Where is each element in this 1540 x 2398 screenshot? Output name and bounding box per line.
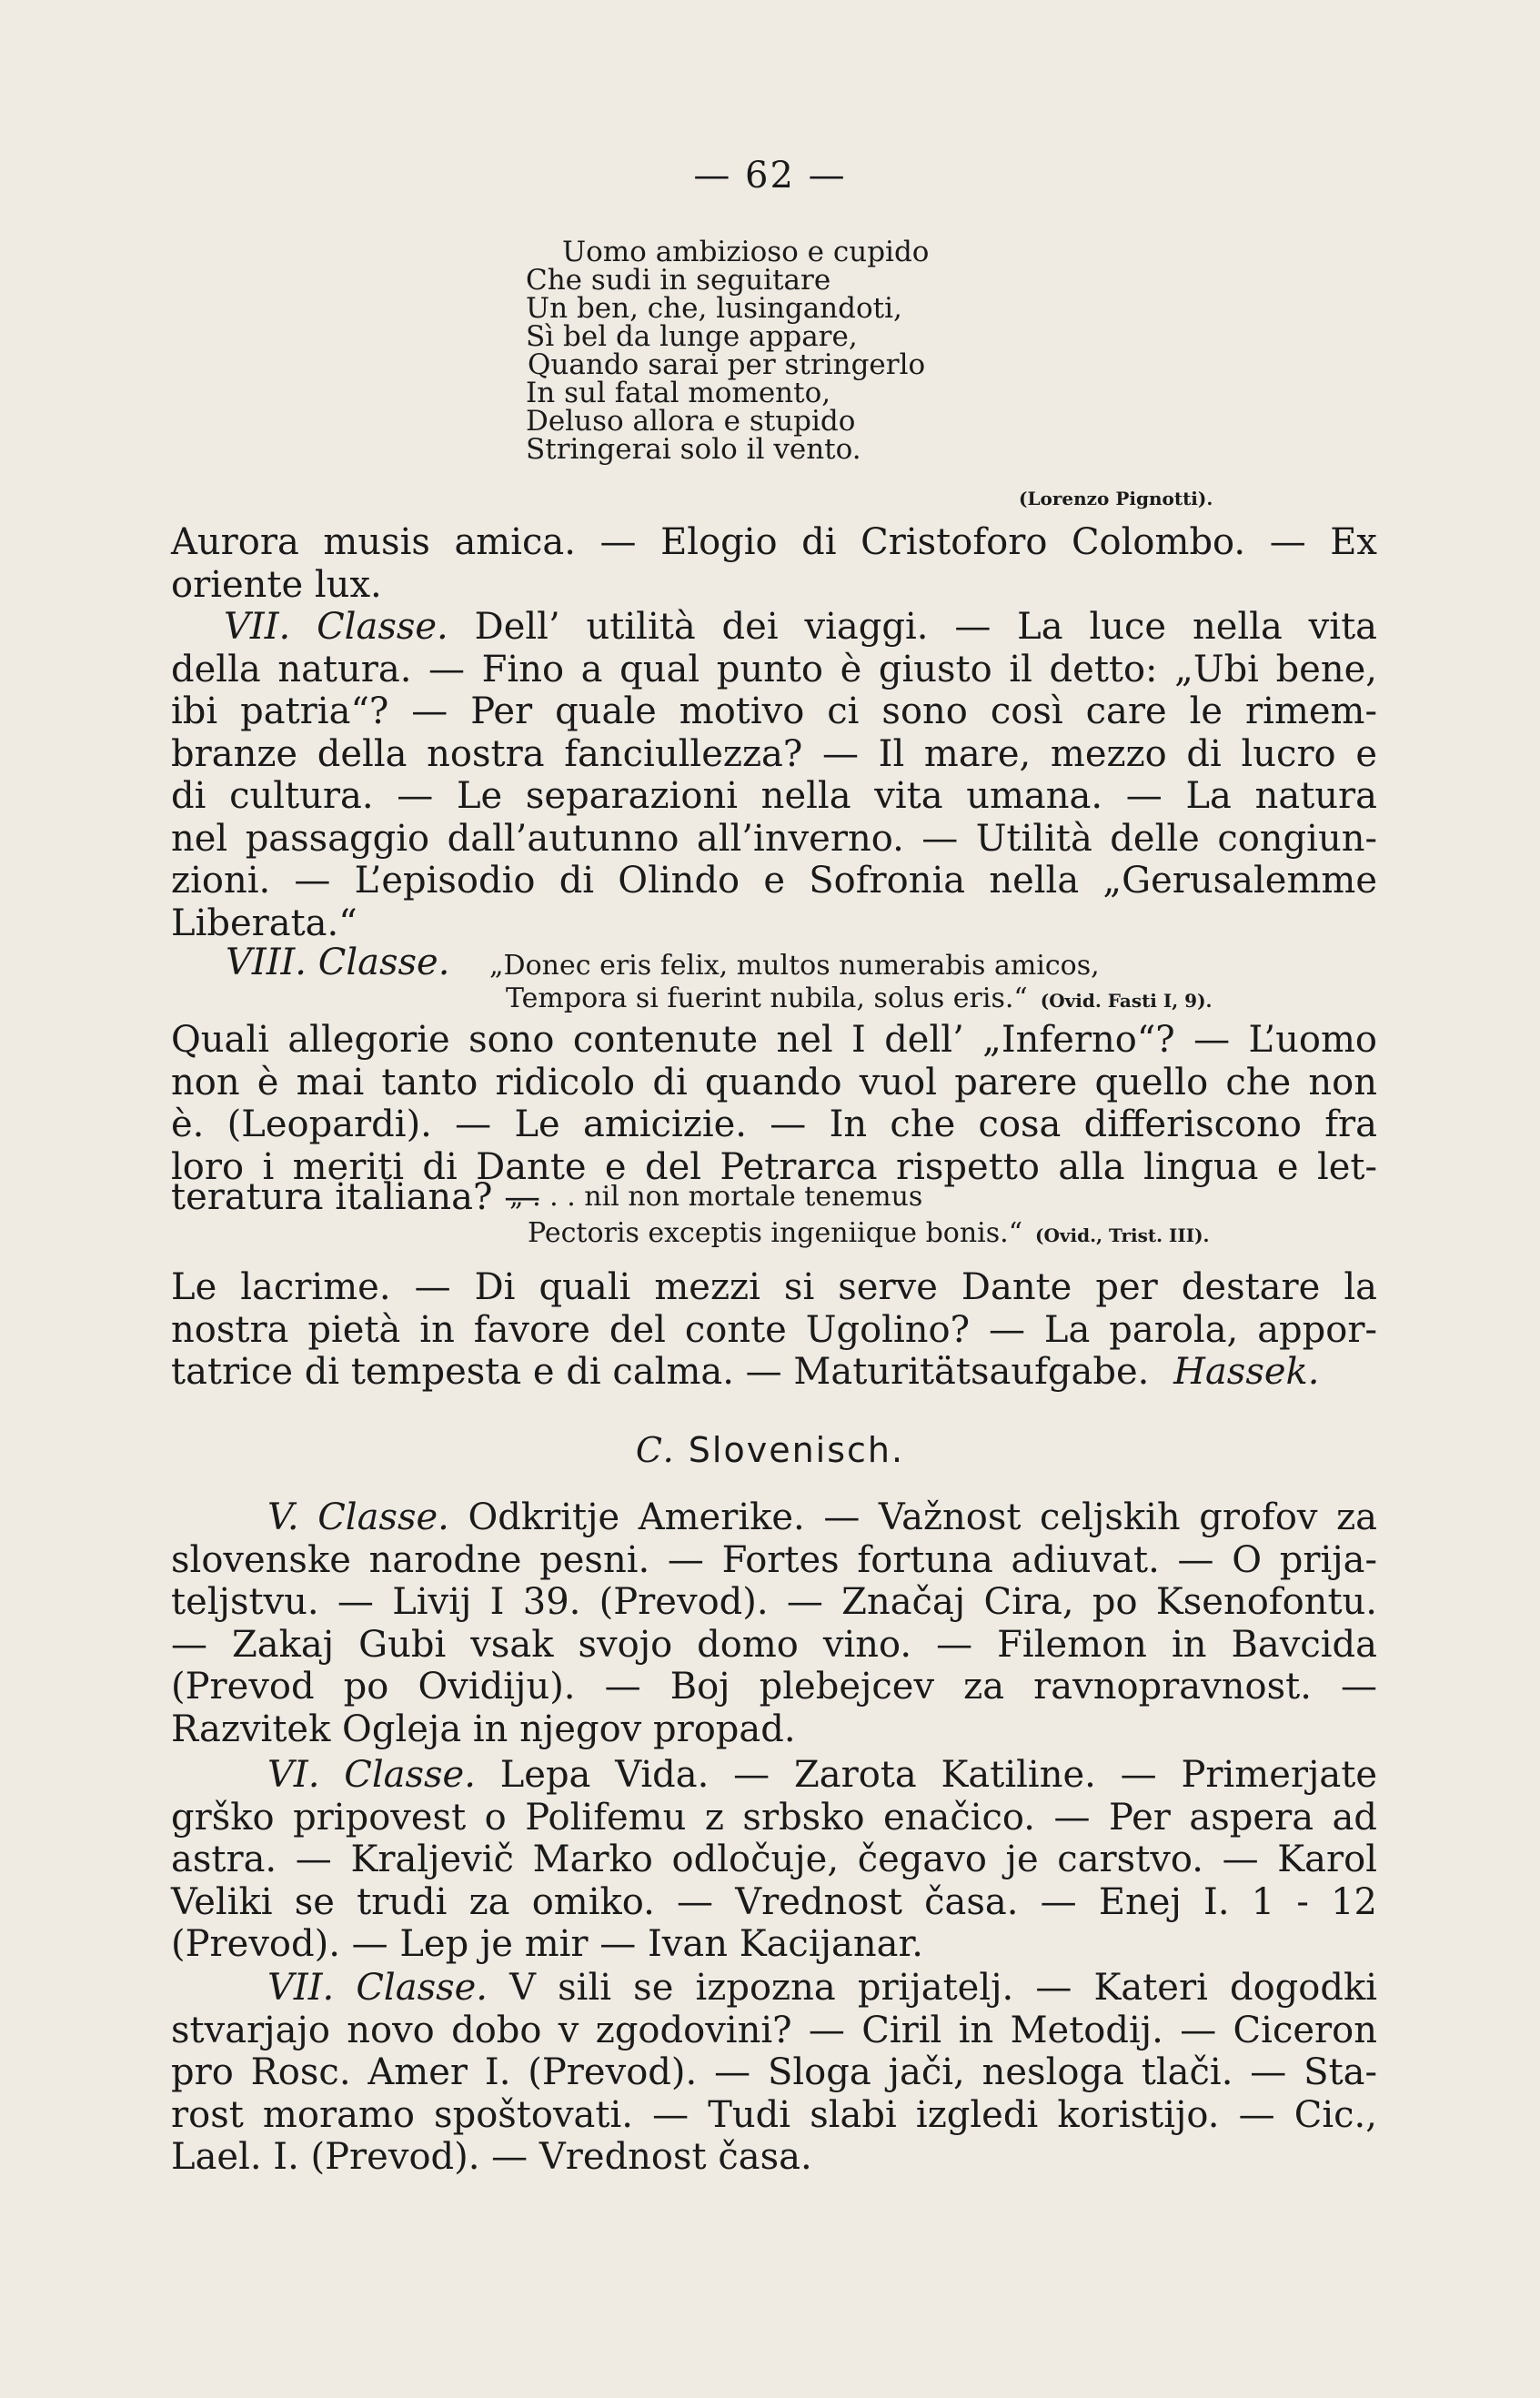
text-line: non è mai tanto ridicolo di quando vuol parere quello che non — [171, 1061, 1377, 1103]
text-line: è. (Leopardi). — Le amicizie. — In che cosa differiscono fra — [171, 1103, 1377, 1145]
section-heading — [0, 1430, 1540, 1470]
text-line: pro Rosc. Amer I. (Prevod). — Sloga jači, nesloga tlači. — Sta- — [171, 2051, 1377, 2093]
author-signature: Hassek. — [1173, 1351, 1320, 1393]
text-line: rost moramo spoštovati. — Tudi slabi izgledi koristijo. — Cic., — [171, 2093, 1377, 2136]
class-label-viii — [226, 942, 450, 983]
text-line: nel passaggio dall’autunno all’inverno. — Utilità delle congiun- — [171, 817, 1377, 860]
text-line: stvarjajo novo dobo v zgodovini? — Ciril in Metodij. — Ciceron — [171, 2009, 1377, 2051]
text-run: tatrice di tempesta e di calma. — Maturitätsaufgabe. — [171, 1351, 1150, 1393]
text-line: oriente lux. — [171, 563, 382, 606]
text-line: Quali allegorie sono contenute nel I dell’ „Inferno“? — L’uomo — [171, 1019, 1377, 1061]
text-line: teljstvu. — Livij I 39. (Prevod). — Značaj Cira, po Ksenofontu. — [171, 1581, 1377, 1623]
text-line: teratura italiana? — — [171, 1176, 541, 1218]
class-label-word: Classe. — [317, 1496, 449, 1538]
text-line: Lael. I. (Prevod). — Vrednost časa. — [171, 2136, 812, 2178]
text-run: V sili se izpozna prijatelj. — Kateri dogodki — [509, 1967, 1378, 2009]
text-line: (Prevod). — Lep je mir — Ivan Kacijanar. — [171, 1923, 923, 1965]
quote-source: (Ovid., Trist. III). — [1035, 1224, 1210, 1246]
text-line: Le lacrime. — Di quali mezzi si serve Dante per destare la — [171, 1266, 1377, 1308]
class-label-word: Classe. — [356, 1967, 488, 2009]
text-line: Veliki se trudi za omiko. — Vrednost časa. — Enej I. 1 - 12 — [171, 1880, 1377, 1923]
text-line: Razvitek Ogleja in njegov propad. — [171, 1708, 796, 1750]
section-letter: C. — [635, 1430, 676, 1470]
paragraph-vii-classe-slo — [171, 1967, 1377, 2179]
text-line: astra. — Kraljevič Marko odločuje, čegavo je carstvo. — Karol — [171, 1839, 1377, 1880]
text-line — [171, 1496, 1377, 1539]
class-label-word: Classe. — [344, 1754, 476, 1796]
latin-quote-line — [506, 984, 1213, 1015]
verse-line: Un ben, che, lusingandoti, — [526, 292, 902, 325]
text-line: di cultura. — Le separazioni nella vita umana. — La natura — [171, 775, 1377, 817]
latin-quote-line — [528, 1219, 1210, 1250]
verse-line: In sul fatal momento, — [526, 377, 831, 409]
text-line: loro i meriti di Dante e del Petrarca rispetto alla lingua e let- — [171, 1145, 1377, 1188]
paragraph-v-classe — [171, 1496, 1377, 1750]
class-label: VIII. — [226, 942, 307, 983]
text-line: ibi patria“? — Per quale motivo ci sono così care le rimem- — [171, 690, 1377, 732]
verse-attribution: (Lorenzo Pignotti). — [1019, 488, 1213, 509]
text-run: Lepa Vida. — Zarota Katiline. — Primerjate — [499, 1754, 1378, 1796]
quote-source: (Ovid. Fasti I, 9). — [1040, 990, 1213, 1012]
text-line: branze della nostra fanciullezza? — Il mare, mezzo di lucro e — [171, 732, 1377, 775]
text-line — [171, 1351, 1377, 1394]
text-line — [171, 1754, 1377, 1797]
class-label-word: Classe. — [317, 606, 448, 648]
text-line: slovenske narodne pesni. — Fortes fortuna adiuvat. — O prija- — [171, 1538, 1377, 1581]
verse-line: Stringerai solo il vento. — [526, 433, 861, 466]
section-title: Slovenisch. — [688, 1430, 905, 1470]
text-line: nostra pietà in favore del conte Ugolino? — La parola, appor- — [171, 1308, 1377, 1351]
text-line: della natura. — Fino a qual punto è giusto il detto: „Ubi bene, — [171, 648, 1377, 690]
paragraph-viii-classe — [171, 1019, 1377, 1188]
text-run: Odkritje Amerike. — Važnost celjskih grofov za — [468, 1496, 1377, 1538]
paragraph-topics — [171, 521, 1377, 606]
class-label: VII. — [224, 606, 291, 648]
class-label-word: Classe. — [317, 942, 450, 983]
latin-quote-text: Pectoris exceptis ingeniique bonis.“ — [528, 1217, 1023, 1249]
latin-quote-line: „ . . . nil non mortale tenemus — [509, 1181, 923, 1213]
paragraph-vi-classe — [171, 1754, 1377, 1966]
text-run: Dell’ utilità dei viaggi. — La luce nella vita — [474, 606, 1377, 648]
page-number: — 62 — — [693, 155, 847, 196]
text-line — [171, 606, 1377, 649]
text-line: zioni. — L’episodio di Olindo e Sofronia nella „Gerusalemme — [171, 860, 1377, 902]
poem-verse — [526, 238, 1253, 464]
verse-line: Uomo ambizioso e cupido — [562, 236, 930, 268]
verse-line: Sì bel da lunge appare, — [526, 320, 858, 353]
class-label: VII. — [267, 1967, 335, 2009]
verse-line: Che sudi in seguitare — [526, 264, 831, 297]
verse-line: Deluso allora e stupido — [526, 405, 856, 438]
paragraph-viii-classe-cont — [171, 1266, 1377, 1394]
text-line: (Prevod po Ovidiju). — Boj plebejcev za ravnopravnost. — — [171, 1666, 1377, 1708]
class-label: VI. — [267, 1754, 320, 1796]
text-line: — Zakaj Gubi vsak svojo domo vino. — Filemon in Bavcida — [171, 1623, 1377, 1666]
verse-line: Quando sarai per stringerlo — [528, 348, 926, 381]
latin-quote-line: „Donec eris felix, multos numerabis amicos, — [489, 950, 1100, 982]
text-line: Aurora musis amica. — Elogio di Cristoforo Colombo. — Ex — [171, 521, 1377, 563]
latin-quote-text: Tempora si fuerint nubila, solus eris.“ — [506, 982, 1028, 1014]
text-line: Liberata.“ — [171, 902, 357, 944]
text-line — [171, 1967, 1377, 2010]
class-label: V. — [267, 1496, 299, 1538]
text-line: grško pripovest o Polifemu z srbsko enačico. — Per aspera ad — [171, 1796, 1377, 1839]
paragraph-vii-classe — [171, 606, 1377, 944]
